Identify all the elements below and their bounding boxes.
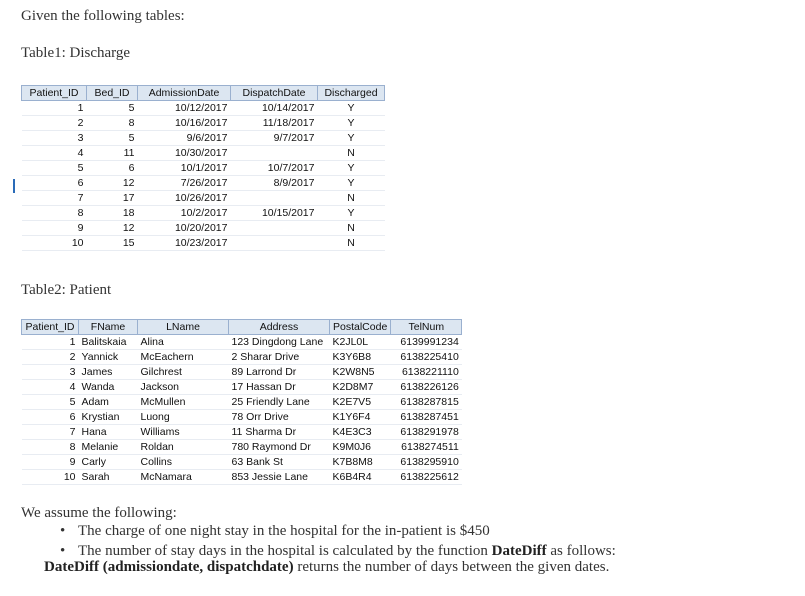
- table-row: [22, 380, 462, 395]
- table-row: [22, 116, 385, 131]
- table-cell: N: [318, 191, 385, 206]
- table1-title: Table1: Discharge: [21, 45, 131, 61]
- table-cell: 6138295910: [391, 455, 462, 470]
- table-cell: 1: [22, 335, 79, 350]
- table-cell: K2W8N5: [330, 365, 391, 380]
- table-cell: 11/18/2017: [231, 116, 318, 131]
- table-cell: [231, 221, 318, 236]
- assumptions-lead: We assume the following:: [21, 505, 177, 521]
- table-cell: K7B8M8: [330, 455, 391, 470]
- table-cell: 3: [22, 131, 87, 146]
- table-cell: 8: [22, 440, 79, 455]
- row-marker: [13, 179, 15, 193]
- table-cell: 6138225612: [391, 470, 462, 485]
- table-cell: 2: [22, 116, 87, 131]
- column-header: Patient_ID: [22, 86, 87, 101]
- table-row: [22, 365, 462, 380]
- table-cell: 7: [22, 191, 87, 206]
- table-cell: 9/7/2017: [231, 131, 318, 146]
- table-cell: 6138221110: [391, 365, 462, 380]
- table-cell: 6: [22, 176, 87, 191]
- bullet-icon: •: [60, 543, 66, 559]
- table-row: [22, 206, 385, 221]
- column-header: Patient_ID: [22, 320, 79, 335]
- table-cell: 10/30/2017: [138, 146, 231, 161]
- table-cell: 25 Friendly Lane: [229, 395, 330, 410]
- bullet-text: The charge of one night stay in the hospital for the in-patient is $450: [78, 523, 490, 539]
- table-cell: 6138225410: [391, 350, 462, 365]
- table-cell: [231, 146, 318, 161]
- table-cell: 6138287451: [391, 410, 462, 425]
- discharge-table: [21, 85, 385, 251]
- column-header: AdmissionDate: [138, 86, 231, 101]
- table-cell: 4: [22, 380, 79, 395]
- table-row: [22, 410, 462, 425]
- table-cell: 123 Dingdong Lane: [229, 335, 330, 350]
- table-cell: Luong: [138, 410, 229, 425]
- table-cell: K9M0J6: [330, 440, 391, 455]
- table-cell: 17 Hassan Dr: [229, 380, 330, 395]
- table-cell: 780 Raymond Dr: [229, 440, 330, 455]
- table-cell: 15: [87, 236, 138, 251]
- table-cell: K6B4R4: [330, 470, 391, 485]
- column-header: LName: [138, 320, 229, 335]
- column-header: FName: [79, 320, 138, 335]
- table-cell: 10/14/2017: [231, 101, 318, 116]
- table-cell: [231, 191, 318, 206]
- table-cell: Y: [318, 161, 385, 176]
- column-header: Address: [229, 320, 330, 335]
- table-cell: Y: [318, 131, 385, 146]
- table-cell: Jackson: [138, 380, 229, 395]
- table-row: [22, 101, 385, 116]
- table-cell: Williams: [138, 425, 229, 440]
- table-row: [22, 146, 385, 161]
- table-cell: 89 Larrond Dr: [229, 365, 330, 380]
- column-header: Bed_ID: [87, 86, 138, 101]
- table2-title: Table2: Patient: [21, 282, 112, 298]
- table-row: [22, 221, 385, 236]
- table-cell: McMullen: [138, 395, 229, 410]
- table-cell: Adam: [79, 395, 138, 410]
- table-cell: McNamara: [138, 470, 229, 485]
- table-cell: 853 Jessie Lane: [229, 470, 330, 485]
- table-row: [22, 455, 462, 470]
- table-cell: 10/2/2017: [138, 206, 231, 221]
- table-cell: K2JL0L: [330, 335, 391, 350]
- table-cell: Wanda: [79, 380, 138, 395]
- table-cell: 10/26/2017: [138, 191, 231, 206]
- table-cell: 2: [22, 350, 79, 365]
- table-cell: 6138274511: [391, 440, 462, 455]
- column-header: Discharged: [318, 86, 385, 101]
- table-cell: 3: [22, 365, 79, 380]
- patient-table: [21, 319, 462, 485]
- table-row: [22, 161, 385, 176]
- table-row: [22, 335, 462, 350]
- table-row: [22, 425, 462, 440]
- table-cell: 7: [22, 425, 79, 440]
- function-signature: DateDiff (admissiondate, dispatchdate): [44, 559, 294, 575]
- bullet-icon: •: [60, 523, 66, 539]
- list-item: [60, 541, 616, 561]
- table-cell: 8/9/2017: [231, 176, 318, 191]
- table-cell: Y: [318, 206, 385, 221]
- table-cell: 10/16/2017: [138, 116, 231, 131]
- table-cell: 12: [87, 176, 138, 191]
- table-cell: 6139991234: [391, 335, 462, 350]
- table-cell: 11 Sharma Dr: [229, 425, 330, 440]
- table-cell: 5: [87, 131, 138, 146]
- datediff-definition: [44, 559, 609, 576]
- table-cell: 5: [87, 101, 138, 116]
- table-cell: Krystian: [79, 410, 138, 425]
- table-cell: Hana: [79, 425, 138, 440]
- table-cell: 10/15/2017: [231, 206, 318, 221]
- table-cell: N: [318, 146, 385, 161]
- table-cell: Yannick: [79, 350, 138, 365]
- table-cell: 12: [87, 221, 138, 236]
- column-header: TelNum: [391, 320, 462, 335]
- table-cell: 2 Sharar Drive: [229, 350, 330, 365]
- table-cell: 78 Orr Drive: [229, 410, 330, 425]
- table-cell: K3Y6B8: [330, 350, 391, 365]
- table-cell: McEachern: [138, 350, 229, 365]
- table-row: [22, 176, 385, 191]
- bullet-text-end: as follows:: [546, 543, 616, 559]
- table-cell: 10/12/2017: [138, 101, 231, 116]
- function-name: DateDiff: [491, 543, 547, 559]
- table-cell: 6138291978: [391, 425, 462, 440]
- column-header: DispatchDate: [231, 86, 318, 101]
- table-cell: Roldan: [138, 440, 229, 455]
- table-cell: N: [318, 236, 385, 251]
- table-cell: 10/20/2017: [138, 221, 231, 236]
- table-cell: 18: [87, 206, 138, 221]
- table-cell: [231, 236, 318, 251]
- column-header: PostalCode: [330, 320, 391, 335]
- table-cell: James: [79, 365, 138, 380]
- table-row: [22, 350, 462, 365]
- table-cell: 9/6/2017: [138, 131, 231, 146]
- table-cell: Y: [318, 101, 385, 116]
- table-cell: 1: [22, 101, 87, 116]
- table-row: [22, 395, 462, 410]
- table-row: [22, 236, 385, 251]
- table-cell: Carly: [79, 455, 138, 470]
- table-cell: Balitskaia: [79, 335, 138, 350]
- table-cell: 10: [22, 470, 79, 485]
- table-cell: 5: [22, 395, 79, 410]
- table-row: [22, 440, 462, 455]
- table-cell: 9: [22, 221, 87, 236]
- table-cell: Y: [318, 176, 385, 191]
- table-cell: 17: [87, 191, 138, 206]
- table-cell: 63 Bank St: [229, 455, 330, 470]
- table-cell: 8: [22, 206, 87, 221]
- assumptions-list: [60, 521, 616, 561]
- table-cell: 4: [22, 146, 87, 161]
- table-cell: Alina: [138, 335, 229, 350]
- table-row: [22, 131, 385, 146]
- table-cell: 6: [22, 410, 79, 425]
- table-cell: 6138226126: [391, 380, 462, 395]
- table-row: [22, 191, 385, 206]
- table-cell: 10/23/2017: [138, 236, 231, 251]
- table-cell: 9: [22, 455, 79, 470]
- table-cell: Gilchrest: [138, 365, 229, 380]
- table-cell: K4E3C3: [330, 425, 391, 440]
- table-cell: Y: [318, 116, 385, 131]
- bullet-text: The number of stay days in the hospital is calculated by the function: [78, 543, 492, 559]
- table-cell: Sarah: [79, 470, 138, 485]
- list-item: [60, 521, 616, 541]
- table-cell: K2D8M7: [330, 380, 391, 395]
- table-cell: K2E7V5: [330, 395, 391, 410]
- table-cell: 10: [22, 236, 87, 251]
- table-cell: 10/1/2017: [138, 161, 231, 176]
- table-cell: 7/26/2017: [138, 176, 231, 191]
- table-cell: 6138287815: [391, 395, 462, 410]
- table-cell: Melanie: [79, 440, 138, 455]
- table-row: [22, 470, 462, 485]
- table-cell: K1Y6F4: [330, 410, 391, 425]
- table-cell: Collins: [138, 455, 229, 470]
- table-cell: 11: [87, 146, 138, 161]
- definition-text: returns the number of days between the given dates.: [293, 559, 610, 575]
- table-cell: 6: [87, 161, 138, 176]
- intro-text: Given the following tables:: [21, 8, 185, 24]
- table-cell: N: [318, 221, 385, 236]
- table-cell: 5: [22, 161, 87, 176]
- table-cell: 8: [87, 116, 138, 131]
- table-cell: 10/7/2017: [231, 161, 318, 176]
